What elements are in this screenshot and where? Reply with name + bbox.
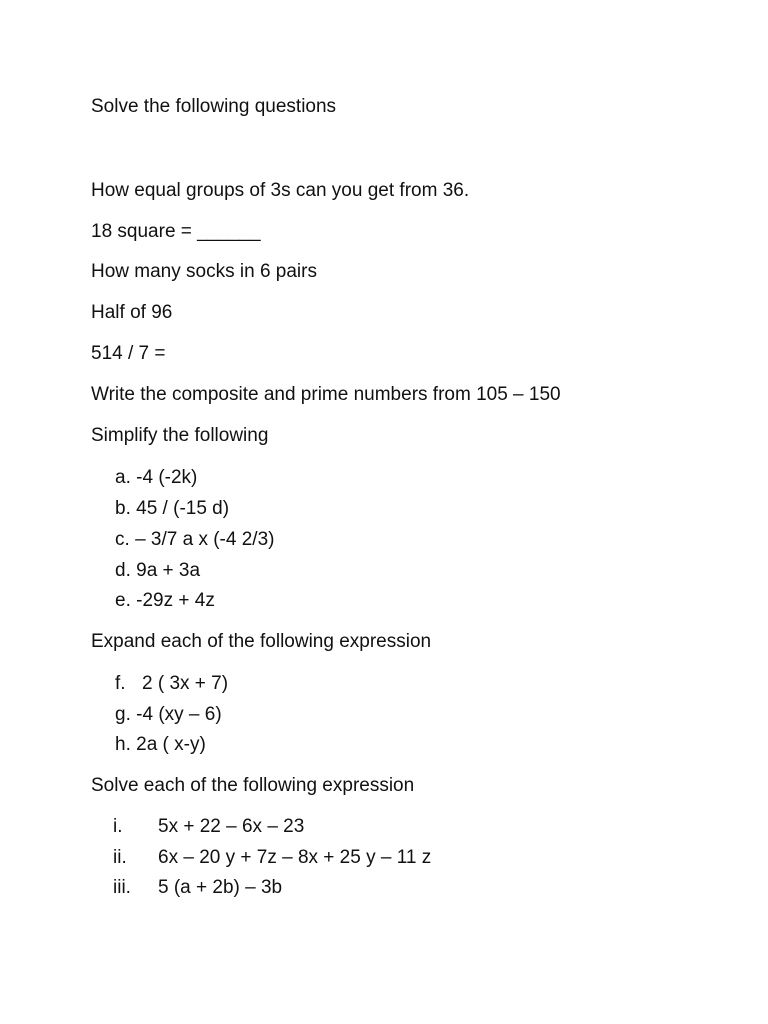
question-half-of-96: Half of 96 bbox=[91, 302, 173, 323]
list-item-label: i. bbox=[113, 816, 123, 837]
list-item-text: 45 / (-15 d) bbox=[136, 498, 230, 519]
list-item-text: 5 (a + 2b) – 3b bbox=[158, 877, 283, 898]
list-item bbox=[115, 672, 228, 696]
list-item-text: -4 (-2k) bbox=[136, 467, 198, 488]
list-item-label: ii. bbox=[113, 847, 127, 868]
list-item bbox=[113, 815, 304, 839]
list-item-text: -4 (xy – 6) bbox=[136, 704, 222, 725]
question-division: 514 / 7 = bbox=[91, 343, 166, 364]
list-item-text: 2a ( x-y) bbox=[136, 734, 206, 755]
list-item bbox=[113, 846, 431, 870]
list-item bbox=[115, 528, 274, 552]
simplify-heading: Simplify the following bbox=[91, 425, 269, 446]
list-item-label: f. bbox=[115, 673, 126, 694]
list-item-label: iii. bbox=[113, 877, 131, 898]
expand-heading: Expand each of the following expression bbox=[91, 631, 432, 652]
list-item bbox=[115, 589, 215, 613]
question-composite-prime: Write the composite and prime numbers from 105 – 150 bbox=[91, 384, 561, 405]
list-item bbox=[115, 703, 222, 727]
list-item-text: 2 ( 3x + 7) bbox=[142, 673, 229, 694]
list-item bbox=[115, 559, 200, 583]
list-item-text: -29z + 4z bbox=[136, 590, 215, 611]
worksheet-title: Solve the following questions bbox=[91, 96, 337, 117]
question-18-square: 18 square = ______ bbox=[91, 221, 261, 242]
list-item-label: b. bbox=[115, 498, 131, 519]
solve-heading: Solve each of the following expression bbox=[91, 775, 415, 796]
list-item-label: c. bbox=[115, 529, 130, 550]
list-item-label: h. bbox=[115, 734, 131, 755]
list-item bbox=[115, 497, 229, 521]
list-item-label: a. bbox=[115, 467, 131, 488]
list-item-text: 6x – 20 y + 7z – 8x + 25 y – 11 z bbox=[158, 847, 432, 868]
list-item-text: 9a + 3a bbox=[136, 560, 201, 581]
list-item-label: g. bbox=[115, 704, 131, 725]
list-item bbox=[115, 466, 197, 490]
list-item-text: – 3/7 a x (-4 2/3) bbox=[135, 529, 275, 550]
list-item-label: e. bbox=[115, 590, 131, 611]
list-item bbox=[113, 876, 282, 900]
list-item bbox=[115, 733, 206, 757]
question-socks-pairs: How many socks in 6 pairs bbox=[91, 261, 317, 282]
list-item-text: 5x + 22 – 6x – 23 bbox=[158, 816, 305, 837]
question-groups-of-3: How equal groups of 3s can you get from 36. bbox=[91, 180, 470, 201]
list-item-label: d. bbox=[115, 560, 131, 581]
